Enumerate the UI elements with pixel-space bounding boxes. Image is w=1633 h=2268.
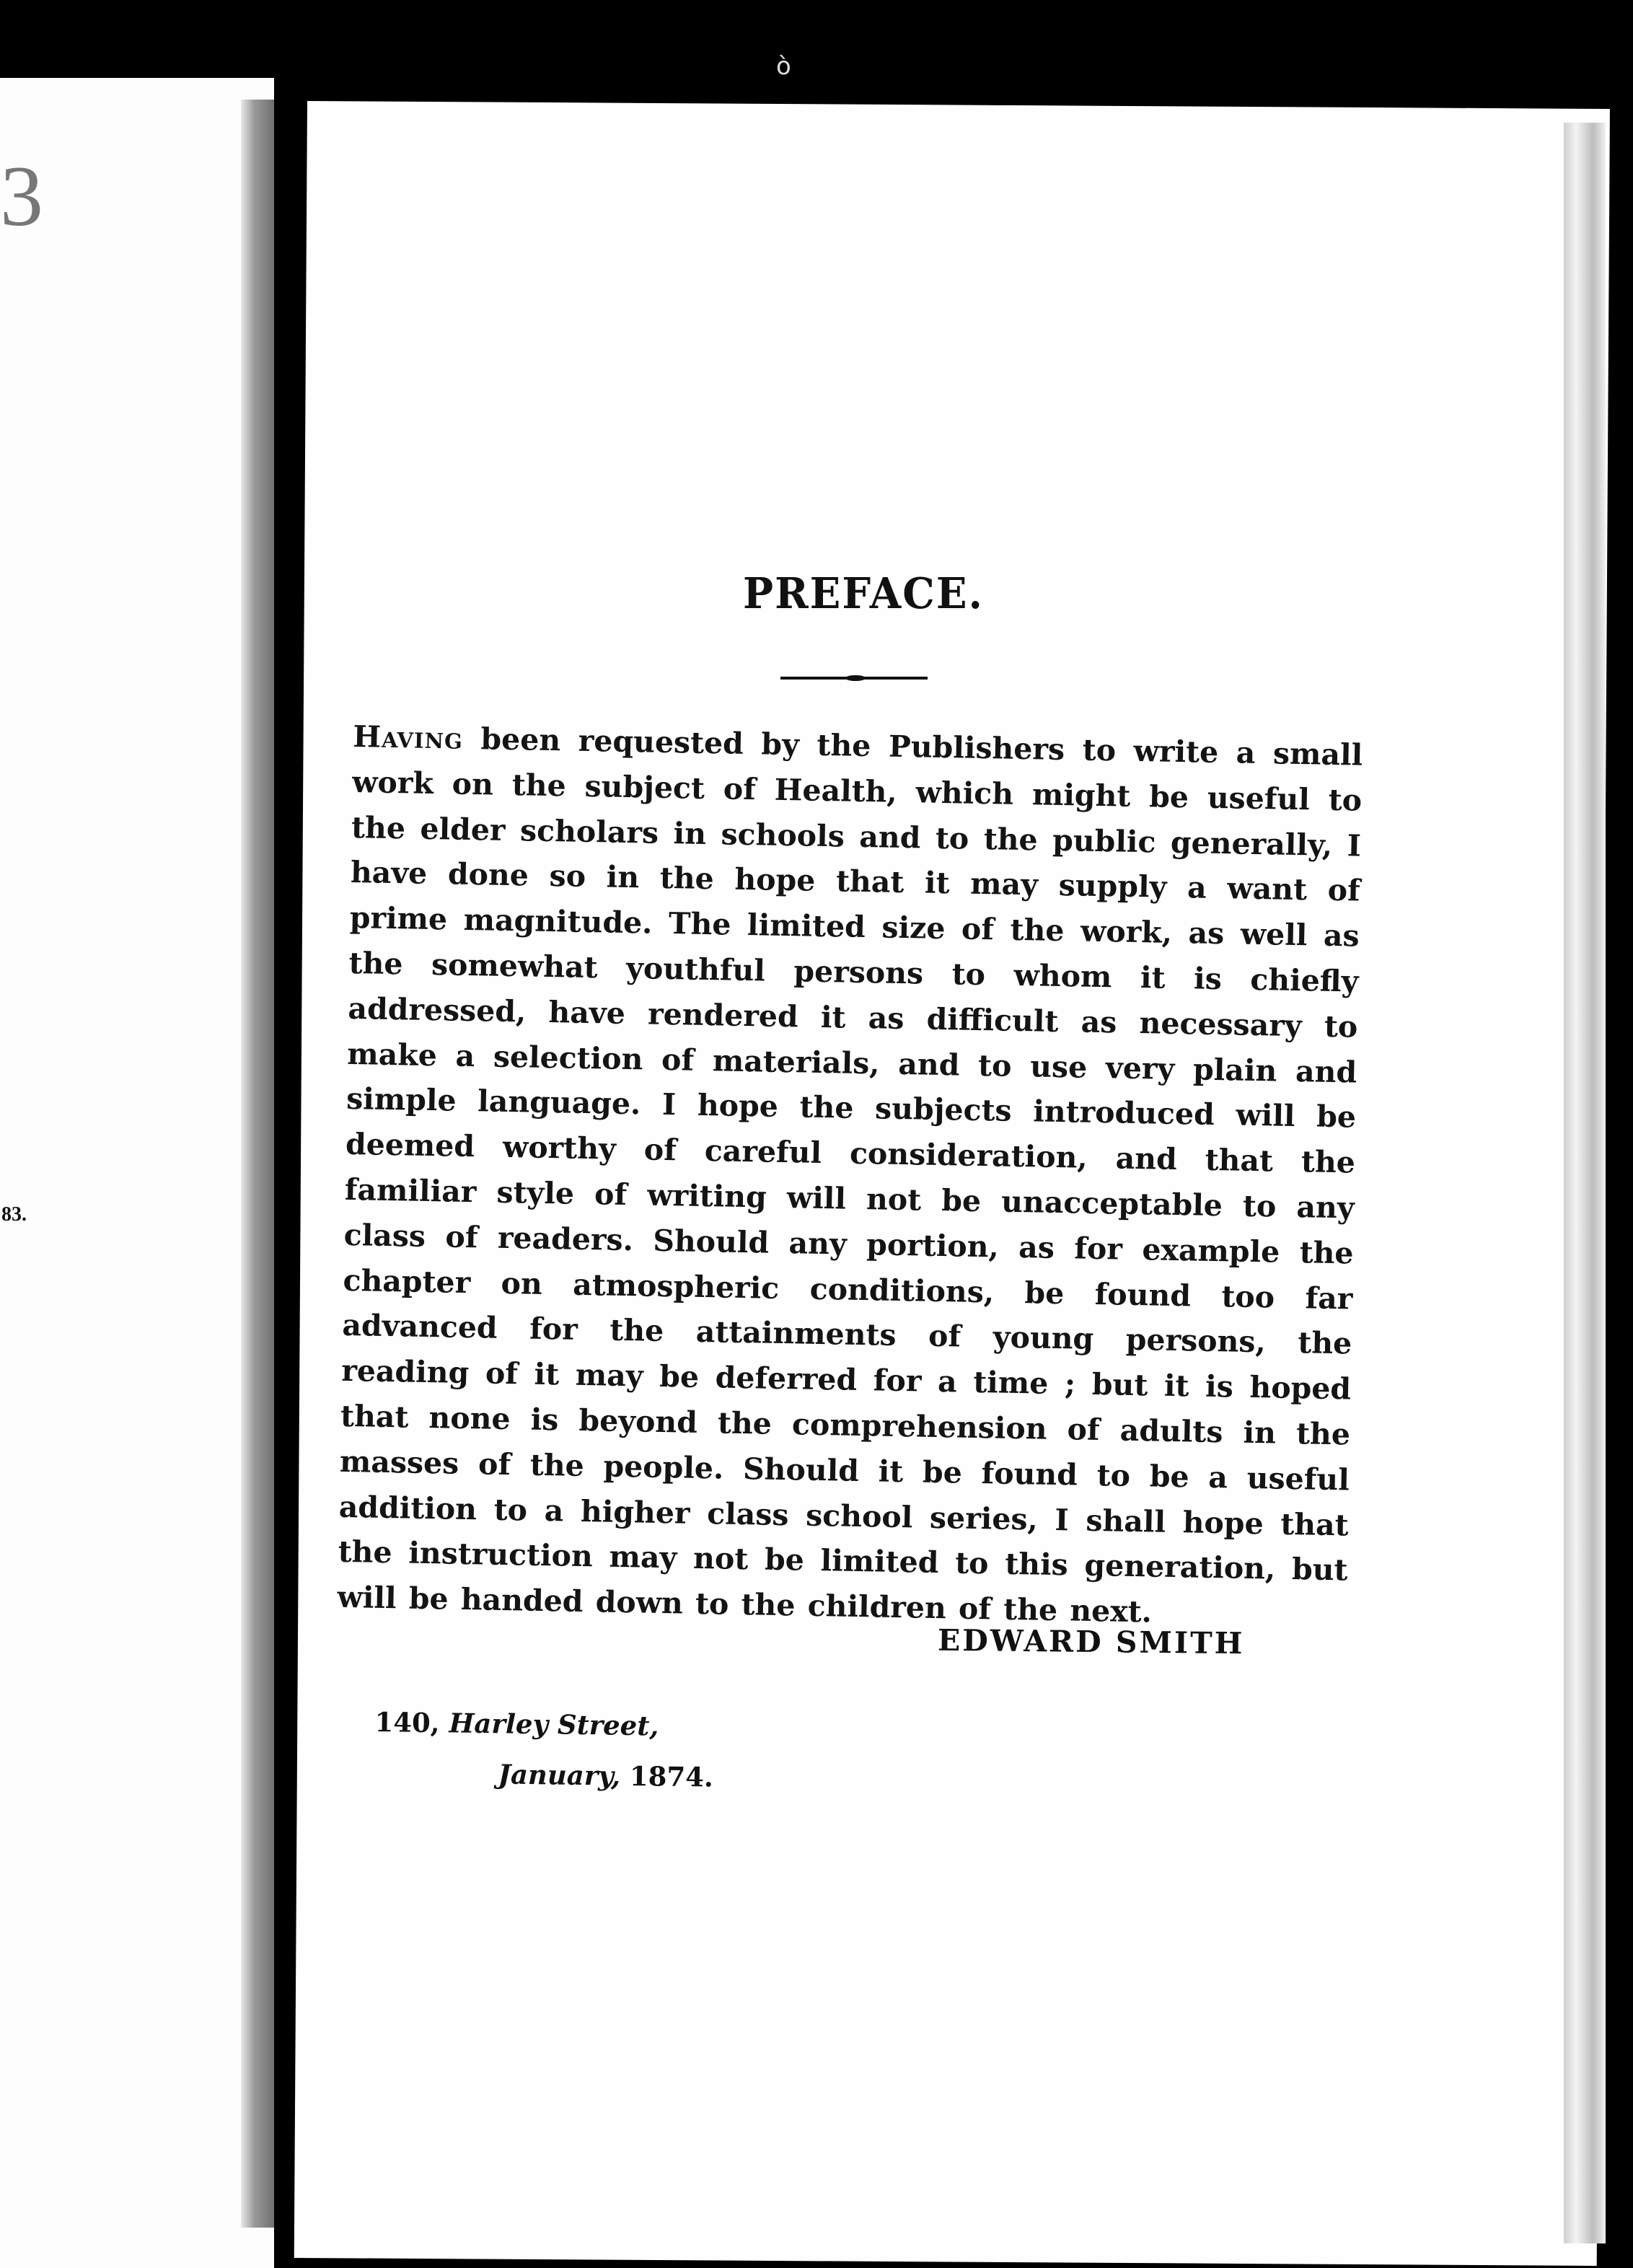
spine-shadow <box>241 100 274 2228</box>
preface-paragraph: been requested by the Publishers to write a small work on the subject of Health, which might be useful to the elder scholars in schools and to the public generally, I have done so in the hope that it may supply a want of prime magnitude. The limited size of the work, as well as the somewhat youthful persons to whom it is chiefly addressed, have rendered it as difficult as necessary to make a selection of materials, and to use very plain and simple language. I hope the subjects introduced will be deemed worthy of careful consideration, and that the familiar style of writing will not be unacceptable to any class of readers. Should any portion, as for example the chapter on atmospheric conditions, be found too far advanced for the attainments of young persons, the reading of it may be deferred for a time ; but it is hoped that none is beyond the comprehension of adults in the masses of the people. Should it be found to be a useful addition to a higher class school series, I shall hope that the instruction may not be limited to this generation, but will be handed down to the children of the next. <box>337 721 1363 1630</box>
decorative-rule <box>780 675 928 681</box>
address-number: 140, <box>374 1705 440 1739</box>
page-title: PREFACE. <box>743 568 985 619</box>
facing-page-text-fragment: 83. <box>1 1203 27 1226</box>
facing-page-number-fragment: 3 <box>0 148 43 244</box>
address-street: Harley Street, <box>449 1707 659 1742</box>
facing-page <box>0 78 274 2268</box>
date-month: January, <box>498 1758 621 1792</box>
preface-body <box>337 714 1363 1638</box>
address-block <box>374 1697 714 1803</box>
page-edge <box>1564 123 1606 2243</box>
date-year: 1874. <box>629 1759 714 1793</box>
opening-word: Having <box>352 718 464 756</box>
author-signature: EDWARD SMITH <box>937 1622 1245 1661</box>
top-mark: ò <box>776 52 791 81</box>
